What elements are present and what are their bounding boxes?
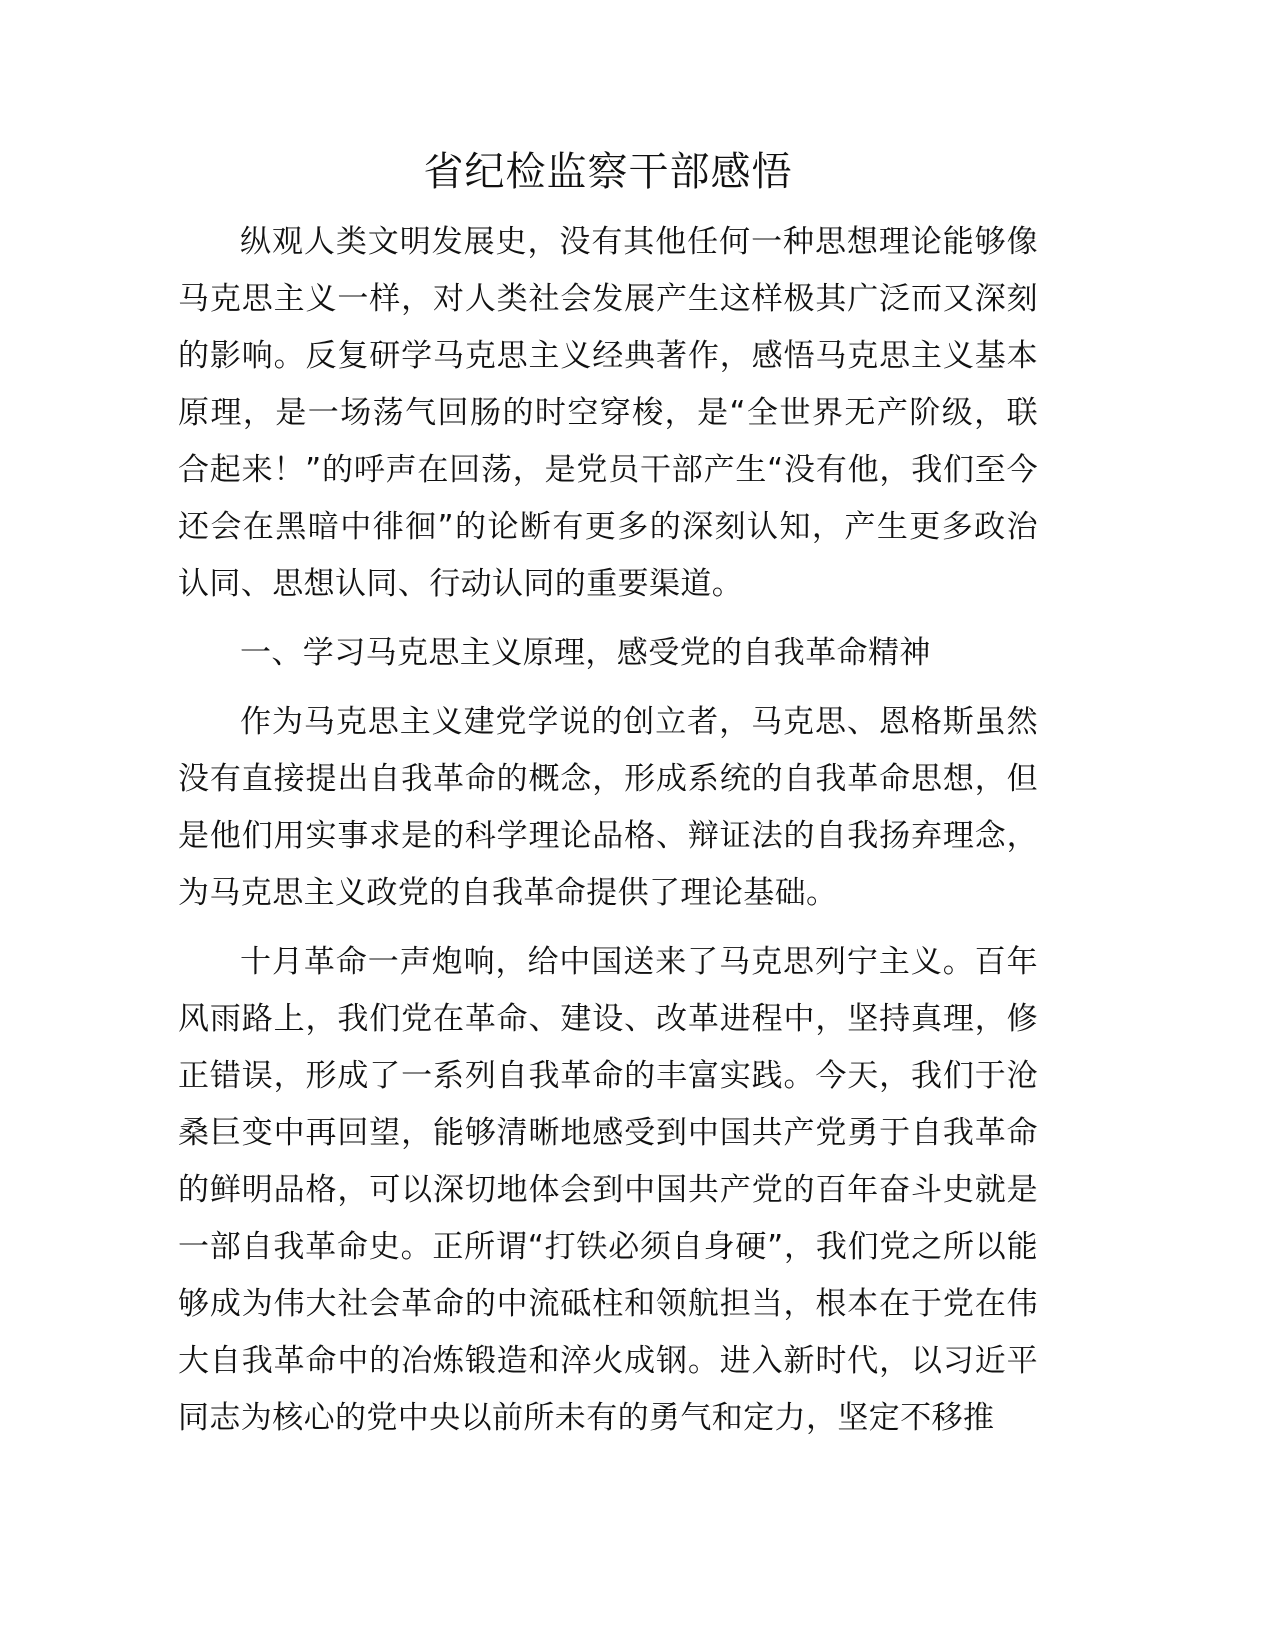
section-heading-1: 一、学习马克思主义原理，感受党的自我革命精神 [240, 635, 931, 671]
document-page [178, 140, 1038, 1459]
paragraph-intro: 纵观人类文明发展史，没有其他任何一种思想理论能够像马克思主义一样，对人类社会发展产生这样极其广泛而又深刻的影响。反复研学马克思主义经典著作，感悟马克思主义基本原理，是一场荡气回肠的时空穿梭，是“全世界无产阶级，联合起来！”的呼声在回荡，是党员干部产生“没有他，我们至今还会在黑暗中徘徊”的论断有更多的深刻认知，产生更多政治认同、思想认同、行动认同的重要渠道。 [178, 224, 1038, 602]
paragraph-marx-engels: 作为马克思主义建党学说的创立者，马克思、恩格斯虽然没有直接提出自我革命的概念，形成系统的自我革命思想，但是他们用实事求是的科学理论品格、辩证法的自我扬弃理念，为马克思主义政党的自我革命提供了理论基础。 [178, 704, 1038, 911]
document-title: 省纪检监察干部感悟 [423, 149, 793, 195]
paragraph-october-revolution: 十月革命一声炮响，给中国送来了马克思列宁主义。百年风雨路上，我们党在革命、建设、改革进程中，坚持真理，修正错误，形成了一系列自我革命的丰富实践。今天，我们于沧桑巨变中再回望，能够清晰地感受到中国共产党勇于自我革命的鲜明品格，可以深切地体会到中国共产党的百年奋斗史就是一部自我革命史。正所谓“打铁必须自身硬”，我们党之所以能够成为伟大社会革命的中流砥柱和领航担当，根本在于党在伟大自我革命中的冶炼锻造和淬火成钢。进入新时代，以习近平同志为核心的党中央以前所未有的勇气和定力，坚定不移推 [178, 944, 1038, 1436]
